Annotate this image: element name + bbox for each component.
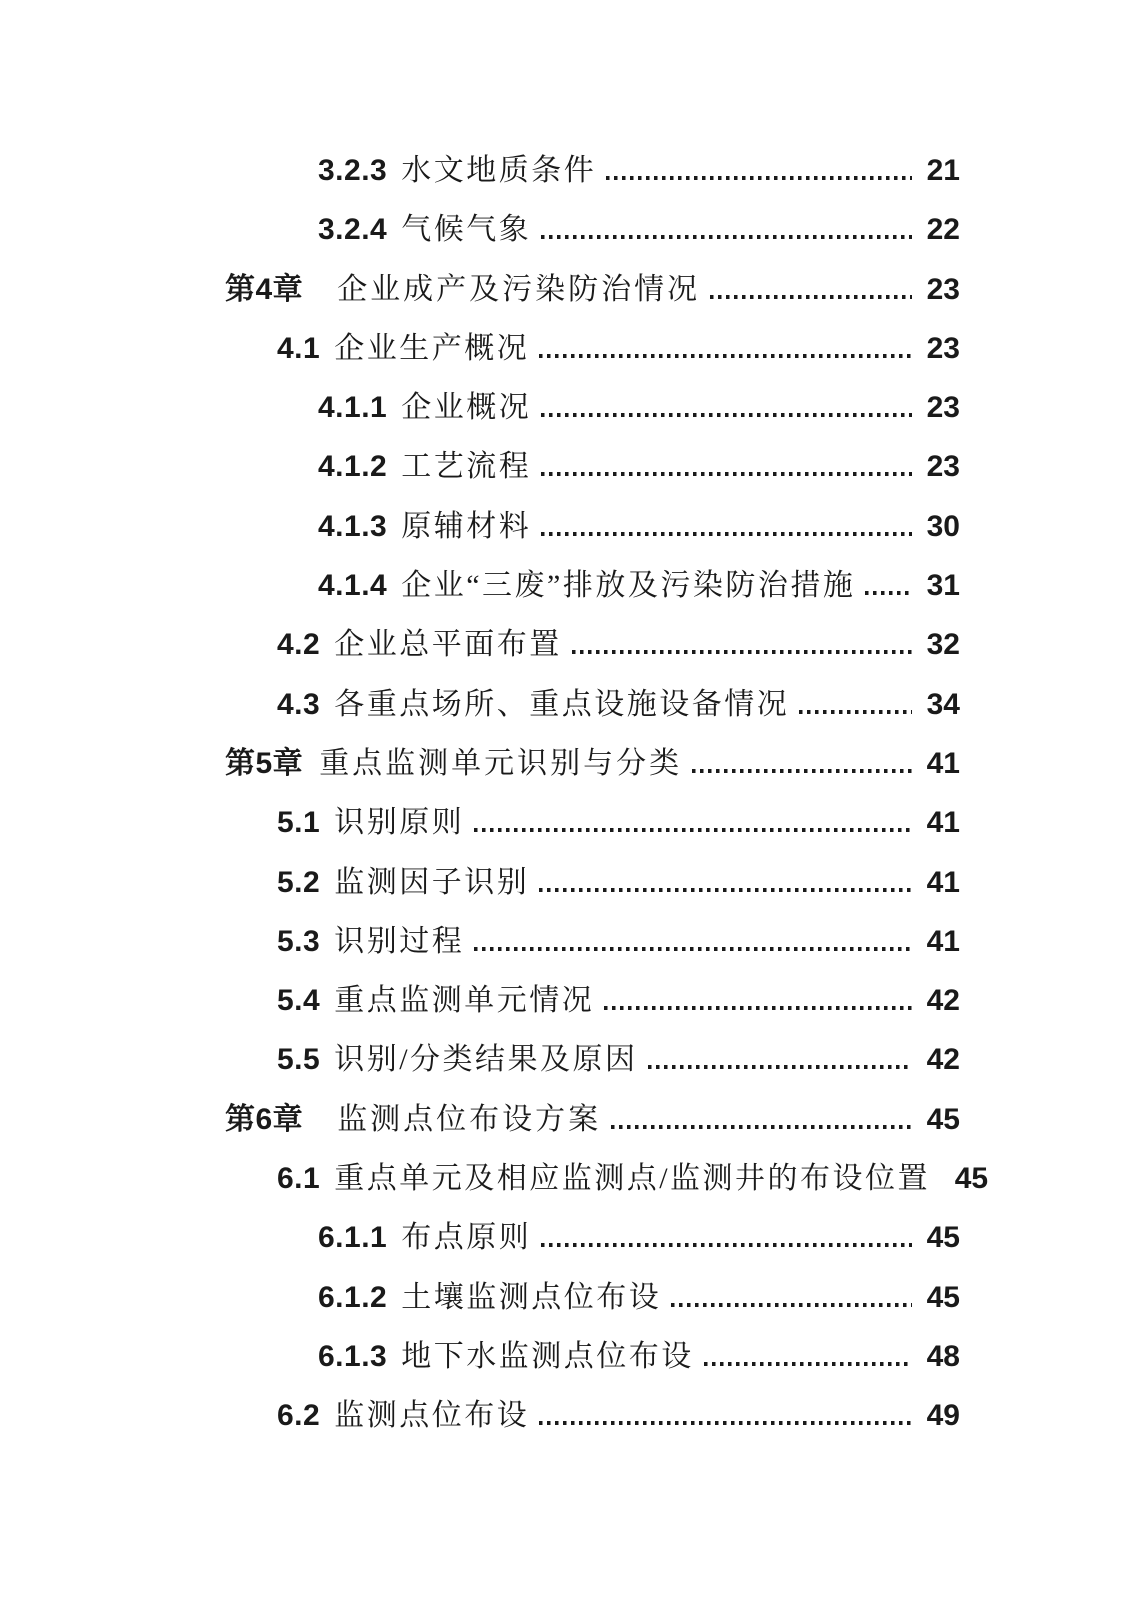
toc-entry-page-number: 41 [926, 806, 960, 840]
toc-entry[interactable] [0, 500, 960, 559]
toc-entry-number: 4.1.2 [318, 450, 388, 484]
toc-entry-number: 5.4 [277, 984, 321, 1018]
dot-leader-icon [799, 710, 912, 714]
toc-entry-number: 5.5 [277, 1043, 321, 1077]
toc-entry-title: 识别过程 [334, 924, 465, 958]
dot-leader-icon [710, 295, 912, 299]
toc-entry[interactable] [0, 1211, 960, 1270]
dot-leader-icon [539, 1421, 912, 1425]
toc-entry-title: 气候气象 [401, 213, 532, 247]
toc-entry[interactable] [0, 559, 960, 618]
toc-entry[interactable] [0, 737, 960, 796]
dot-leader-icon [541, 472, 912, 476]
toc-entry[interactable] [0, 1033, 960, 1092]
toc-entry-number: 4.3 [277, 687, 321, 721]
toc-entry-number: 6.2 [277, 1399, 321, 1433]
toc-entry-title: 监测因子识别 [334, 865, 530, 899]
toc-entry[interactable] [0, 915, 960, 974]
dot-leader-icon [474, 828, 912, 832]
toc-entry-page-number: 45 [926, 1280, 960, 1314]
toc-entry-number: 4.2 [277, 628, 321, 662]
toc-entry[interactable] [0, 796, 960, 855]
dot-leader-icon [671, 1303, 912, 1307]
toc-entry-number: 第5章 [225, 746, 304, 780]
toc-entry-number: 6.1 [277, 1162, 321, 1196]
toc-entry[interactable] [0, 263, 960, 322]
toc-entry[interactable] [0, 203, 960, 262]
toc-entry-number: 5.2 [277, 865, 321, 899]
dot-leader-icon [541, 1243, 912, 1247]
toc-entry-page-number: 49 [926, 1399, 960, 1433]
toc-entry[interactable] [0, 678, 960, 737]
toc-entry-page-number: 30 [926, 509, 960, 543]
dot-leader-icon [865, 591, 912, 595]
toc-entry-title: 原辅材料 [401, 509, 532, 543]
toc-entry-title: 地下水监测点位布设 [401, 1339, 694, 1373]
toc-entry-page-number: 21 [926, 154, 960, 187]
toc-entry[interactable] [0, 618, 960, 677]
dot-leader-icon [541, 235, 912, 239]
toc-entry-page-number: 23 [926, 391, 960, 425]
toc-entry-title: 识别/分类结果及原因 [334, 1043, 638, 1077]
dot-leader-icon [474, 947, 912, 951]
toc-entry[interactable] [0, 322, 960, 381]
dot-leader-icon [692, 769, 912, 773]
toc-entry-page-number: 32 [926, 628, 960, 662]
dot-leader-icon [541, 413, 912, 417]
toc-entry[interactable] [0, 856, 960, 915]
dot-leader-icon [572, 650, 912, 654]
toc-entry[interactable] [0, 1330, 960, 1389]
toc-entry-page-number: 41 [926, 746, 960, 780]
toc-entry[interactable] [0, 1093, 960, 1152]
toc-entry-page-number: 41 [926, 865, 960, 899]
toc-entry-number: 5.1 [277, 806, 321, 840]
toc-entry-number: 第4章 [225, 272, 304, 306]
toc-entry-page-number: 22 [926, 213, 960, 247]
dot-leader-icon [611, 1125, 912, 1129]
toc-entry-page-number: 23 [926, 331, 960, 365]
toc-entry-page-number: 31 [926, 569, 960, 603]
toc-entry-title: 监测点位布设 [334, 1399, 530, 1433]
toc-entry-title: 企业总平面布置 [334, 628, 562, 662]
toc-entry-title: 监测点位布设方案 [337, 1102, 602, 1136]
toc-entry-number: 第6章 [225, 1102, 304, 1136]
toc-entry-page-number: 48 [926, 1339, 960, 1373]
toc-entry-page-number: 45 [954, 1162, 989, 1196]
toc-entry-title: 企业“三废”排放及污染防治措施 [401, 569, 856, 603]
dot-leader-icon [704, 1362, 912, 1366]
toc-entry-page-number: 45 [926, 1221, 960, 1255]
toc-entry[interactable] [0, 381, 960, 440]
toc-entry-title: 企业生产概况 [334, 331, 530, 365]
dot-leader-icon [606, 176, 912, 180]
toc-list [0, 144, 989, 1449]
toc-entry[interactable] [0, 1271, 960, 1330]
toc-entry[interactable] [0, 440, 960, 499]
toc-entry-page-number: 45 [926, 1102, 960, 1136]
toc-entry-number: 6.1.3 [318, 1339, 388, 1373]
toc-entry-title: 重点单元及相应监测点/监测井的布设位置 [334, 1162, 931, 1196]
toc-entry-page-number: 23 [926, 450, 960, 484]
toc-entry-title: 水文地质条件 [401, 154, 597, 187]
toc-entry-number: 4.1 [277, 331, 321, 365]
toc-entry[interactable] [0, 144, 960, 203]
toc-entry-number: 4.1.4 [318, 569, 388, 603]
toc-entry-number: 3.2.4 [318, 213, 388, 247]
toc-entry-title: 识别原则 [334, 806, 465, 840]
toc-entry-title: 重点监测单元情况 [334, 984, 595, 1018]
toc-entry-title: 企业概况 [401, 391, 532, 425]
toc-entry-title: 各重点场所、重点设施设备情况 [334, 687, 790, 721]
dot-leader-icon [648, 1065, 912, 1069]
toc-entry-number: 5.3 [277, 924, 321, 958]
toc-entry-title: 工艺流程 [401, 450, 532, 484]
toc-entry-title: 企业成产及污染防治情况 [337, 272, 701, 306]
dot-leader-icon [539, 354, 912, 358]
toc-entry-number: 3.2.3 [318, 154, 388, 187]
toc-entry-title: 布点原则 [401, 1221, 532, 1255]
toc-entry-page-number: 34 [926, 687, 960, 721]
toc-entry-number: 4.1.1 [318, 391, 388, 425]
toc-entry-title: 土壤监测点位布设 [401, 1280, 662, 1314]
toc-entry-page-number: 42 [926, 1043, 960, 1077]
toc-entry[interactable] [0, 1389, 960, 1448]
dot-leader-icon [539, 888, 912, 892]
toc-entry-title: 重点监测单元识别与分类 [319, 746, 683, 780]
toc-entry-number: 6.1.1 [318, 1221, 388, 1255]
toc-entry-number: 4.1.3 [318, 509, 388, 543]
toc-entry[interactable] [0, 1152, 989, 1211]
dot-leader-icon [604, 1006, 912, 1010]
toc-entry-number: 6.1.2 [318, 1280, 388, 1314]
dot-leader-icon [541, 532, 912, 536]
toc-entry-page-number: 23 [926, 272, 960, 306]
toc-entry-page-number: 41 [926, 924, 960, 958]
toc-entry-page-number: 42 [926, 984, 960, 1018]
toc-entry[interactable] [0, 974, 960, 1033]
